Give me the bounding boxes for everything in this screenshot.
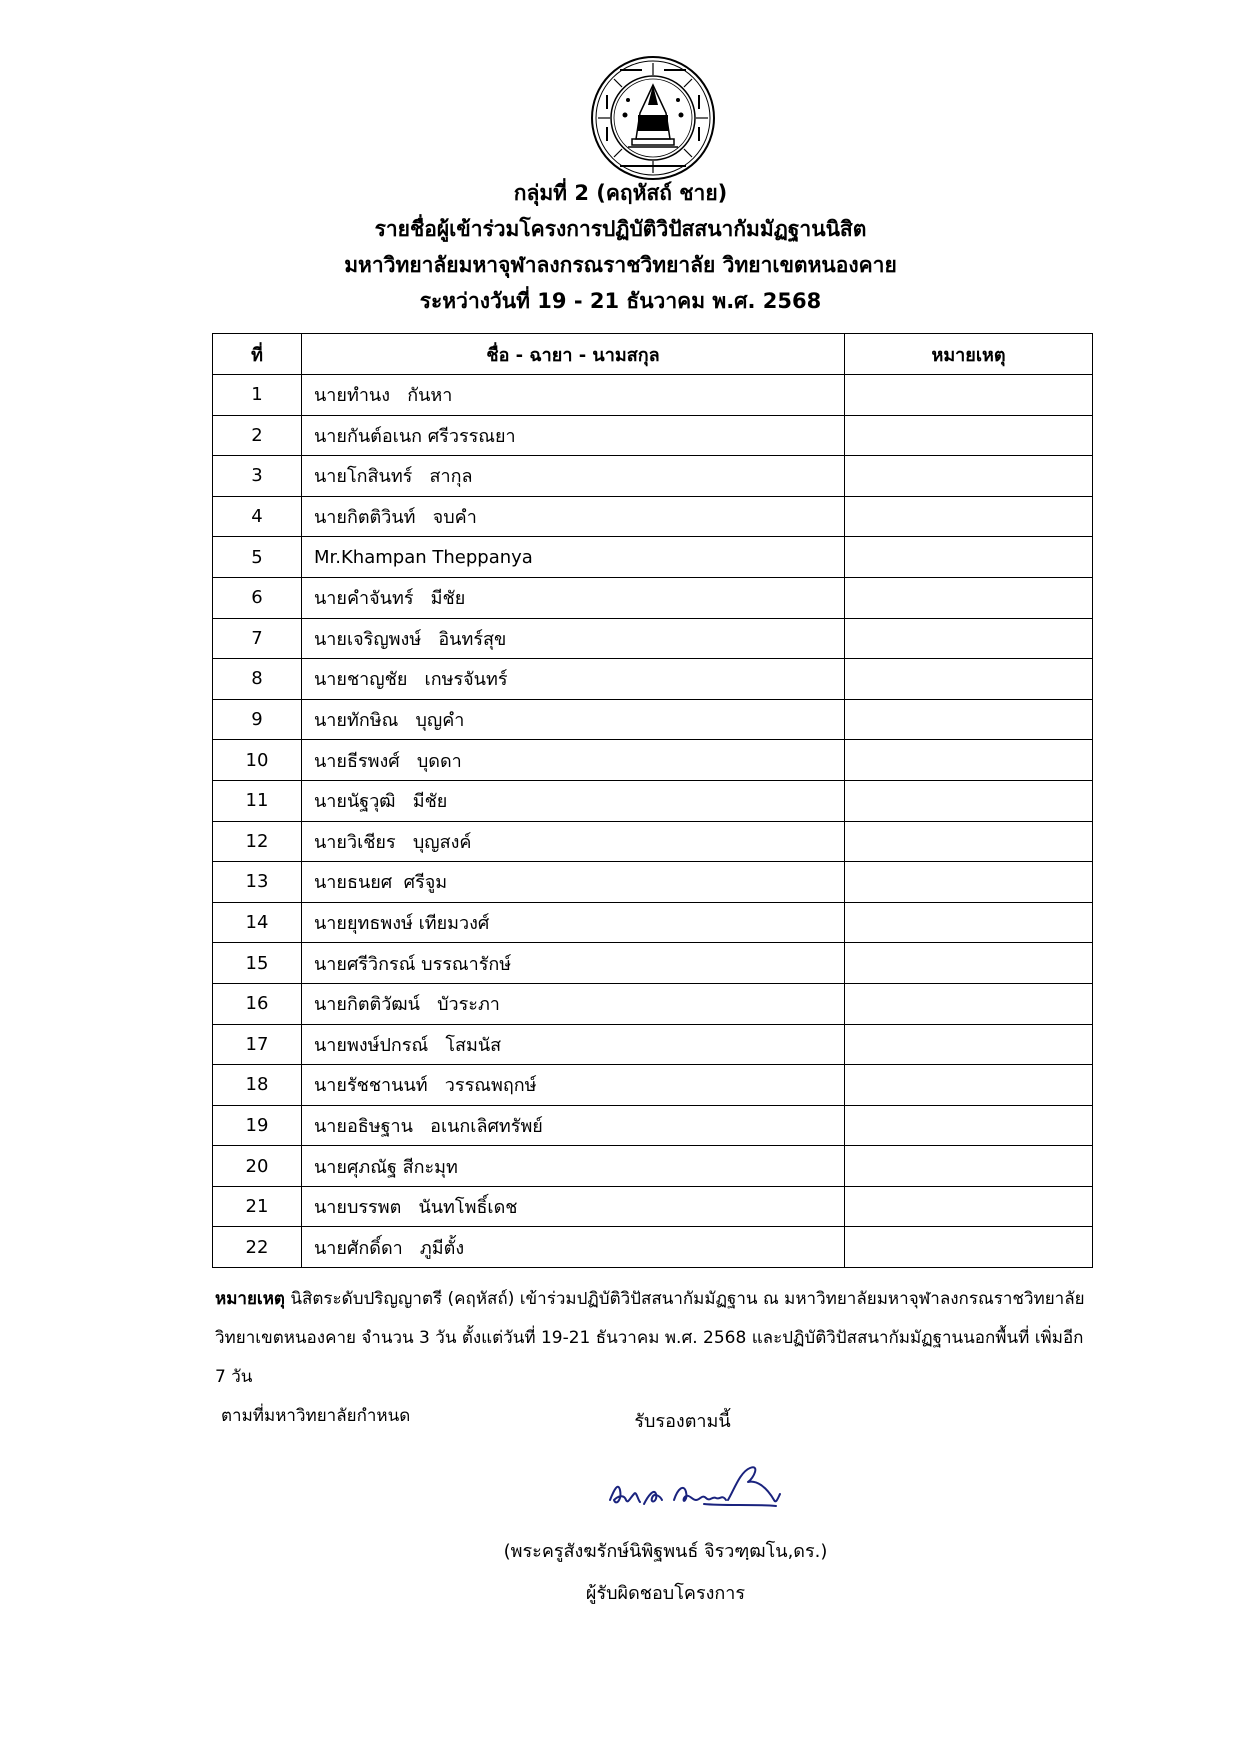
participant-name: นายทักษิณ บุญคำ — [302, 699, 845, 740]
table-row — [213, 780, 1093, 821]
row-number: 4 — [213, 496, 302, 537]
row-number: 11 — [213, 780, 302, 821]
participant-name: นายศุภณัฐ สีกะมุท — [302, 1146, 845, 1187]
document-header — [0, 175, 1241, 319]
row-number: 20 — [213, 1146, 302, 1187]
table-row — [213, 943, 1093, 984]
row-number: 17 — [213, 1024, 302, 1065]
participant-name: นายกันต์อเนก ศรีวรรณยา — [302, 415, 845, 456]
participant-name: นายบรรพต นันทโพธิ์เดช — [302, 1186, 845, 1227]
participant-name: นายกิตติวัฒน์ บัวระภา — [302, 983, 845, 1024]
participant-name: นายทำนง กันหา — [302, 375, 845, 416]
group-title: กลุ่มที่ 2 (คฤหัสถ์ ชาย) — [513, 181, 728, 205]
table-row — [213, 821, 1093, 862]
table-row — [213, 983, 1093, 1024]
row-number: 21 — [213, 1186, 302, 1227]
row-remark — [845, 415, 1093, 456]
row-remark — [845, 375, 1093, 416]
row-number: 9 — [213, 699, 302, 740]
table-row — [213, 415, 1093, 456]
column-header-name: ชื่อ - ฉายา - นามสกุล — [302, 334, 845, 375]
project-title: รายชื่อผู้เข้าร่วมโครงการปฏิบัติวิปัสสนากัมมัฏฐานนิสิต — [374, 217, 867, 241]
row-number: 18 — [213, 1065, 302, 1106]
row-remark — [845, 1146, 1093, 1187]
table-row — [213, 1186, 1093, 1227]
table-row — [213, 740, 1093, 781]
row-remark — [845, 740, 1093, 781]
row-number: 19 — [213, 1105, 302, 1146]
table-header-row — [213, 334, 1093, 375]
participant-name: นายวิเชียร บุญสงค์ — [302, 821, 845, 862]
participant-name: นายศรีวิกรณ์ บรรณารักษ์ — [302, 943, 845, 984]
row-remark — [845, 1024, 1093, 1065]
participant-name: นายอธิษฐาน อเนกเลิศทรัพย์ — [302, 1105, 845, 1146]
row-remark — [845, 983, 1093, 1024]
table-row — [213, 862, 1093, 903]
handwritten-signature — [604, 1460, 786, 1520]
participant-name: นายธนยศ ศรีจูม — [302, 862, 845, 903]
participant-name: นายพงษ์ปกรณ์ โสมนัส — [302, 1024, 845, 1065]
note-label: หมายเหตุ — [215, 1289, 285, 1309]
row-number: 22 — [213, 1227, 302, 1268]
table-row — [213, 496, 1093, 537]
date-range: ระหว่างวันที่ 19 - 21 ธันวาคม พ.ศ. 2568 — [419, 289, 822, 313]
participant-name: นายยุทธพงษ์ เทียมวงศ์ — [302, 902, 845, 943]
row-remark — [845, 456, 1093, 497]
row-number: 5 — [213, 537, 302, 578]
table-row — [213, 1227, 1093, 1268]
note-line-1: นิสิตระดับปริญญาตรี (คฤหัสถ์) เข้าร่วมปฏิบัติวิปัสสนากัมมัฏฐาน ณ มหาวิทยาลัยมหาจุฬาลงกรณราชวิทยาลัย — [284, 1289, 1085, 1309]
row-remark — [845, 699, 1093, 740]
row-number: 15 — [213, 943, 302, 984]
row-remark — [845, 659, 1093, 700]
row-remark — [845, 537, 1093, 578]
table-row — [213, 1146, 1093, 1187]
column-header-number: ที่ — [213, 334, 302, 375]
row-remark — [845, 1065, 1093, 1106]
row-remark — [845, 577, 1093, 618]
certify-text: รับรองตามนี้ — [634, 1411, 731, 1432]
table-row — [213, 659, 1093, 700]
table-row — [213, 1065, 1093, 1106]
table-row — [213, 1105, 1093, 1146]
row-number: 16 — [213, 983, 302, 1024]
row-number: 13 — [213, 862, 302, 903]
participant-name: นายศักดิ์ดา ภูมีตั้ง — [302, 1227, 845, 1268]
row-number: 8 — [213, 659, 302, 700]
table-row — [213, 618, 1093, 659]
row-remark — [845, 1105, 1093, 1146]
table-row — [213, 537, 1093, 578]
row-remark — [845, 618, 1093, 659]
participant-name: นายธีรพงศ์ บุดดา — [302, 740, 845, 781]
row-remark — [845, 862, 1093, 903]
participant-table — [212, 333, 1093, 1268]
row-remark — [845, 1227, 1093, 1268]
row-number: 2 — [213, 415, 302, 456]
participant-name: นายรัชชานนท์ วรรณพฤกษ์ — [302, 1065, 845, 1106]
row-number: 10 — [213, 740, 302, 781]
table-row — [213, 902, 1093, 943]
table-row — [213, 456, 1093, 497]
row-remark — [845, 780, 1093, 821]
signer-role: ผู้รับผิดชอบโครงการ — [585, 1583, 746, 1604]
row-remark — [845, 496, 1093, 537]
table-row — [213, 699, 1093, 740]
table-row — [213, 375, 1093, 416]
row-number: 3 — [213, 456, 302, 497]
column-header-remark: หมายเหตุ — [845, 334, 1093, 375]
signer-name: (พระครูสังฆรักษ์นิพิฐพนธ์ จิรวฑฺฒโน,ดร.) — [503, 1541, 828, 1562]
row-number: 1 — [213, 375, 302, 416]
university-seal-icon — [590, 55, 716, 181]
table-row — [213, 1024, 1093, 1065]
participant-name: Mr.Khampan Theppanya — [302, 537, 845, 578]
note-line-2: วิทยาเขตหนองคาย จำนวน 3 วัน ตั้งแต่วันที่ 19-21 ธันวาคม พ.ศ. 2568 และปฏิบัติวิปัสสนากัมมัฏฐานนอกพื้นที่ เพิ่มอีก 7 วัน — [215, 1328, 1084, 1387]
institution-title: มหาวิทยาลัยมหาจุฬาลงกรณราชวิทยาลัย วิทยาเขตหนองคาย — [344, 253, 897, 277]
row-number: 7 — [213, 618, 302, 659]
row-number: 14 — [213, 902, 302, 943]
participant-name: นายโกสินทร์ สากุล — [302, 456, 845, 497]
participant-name: นายเจริญพงษ์ อินทร์สุข — [302, 618, 845, 659]
row-remark — [845, 902, 1093, 943]
note-line-3: ตามที่มหาวิทยาลัยกำหนด — [221, 1406, 411, 1426]
participant-name: นายกิตติวินท์ จบคำ — [302, 496, 845, 537]
row-remark — [845, 821, 1093, 862]
participant-name: นายนัฐวุฒิ มีชัย — [302, 780, 845, 821]
participant-name: นายคำจันทร์ มีชัย — [302, 577, 845, 618]
row-number: 6 — [213, 577, 302, 618]
table-row — [213, 577, 1093, 618]
row-number: 12 — [213, 821, 302, 862]
row-remark — [845, 1186, 1093, 1227]
participant-name: นายชาญชัย เกษรจันทร์ — [302, 659, 845, 700]
row-remark — [845, 943, 1093, 984]
